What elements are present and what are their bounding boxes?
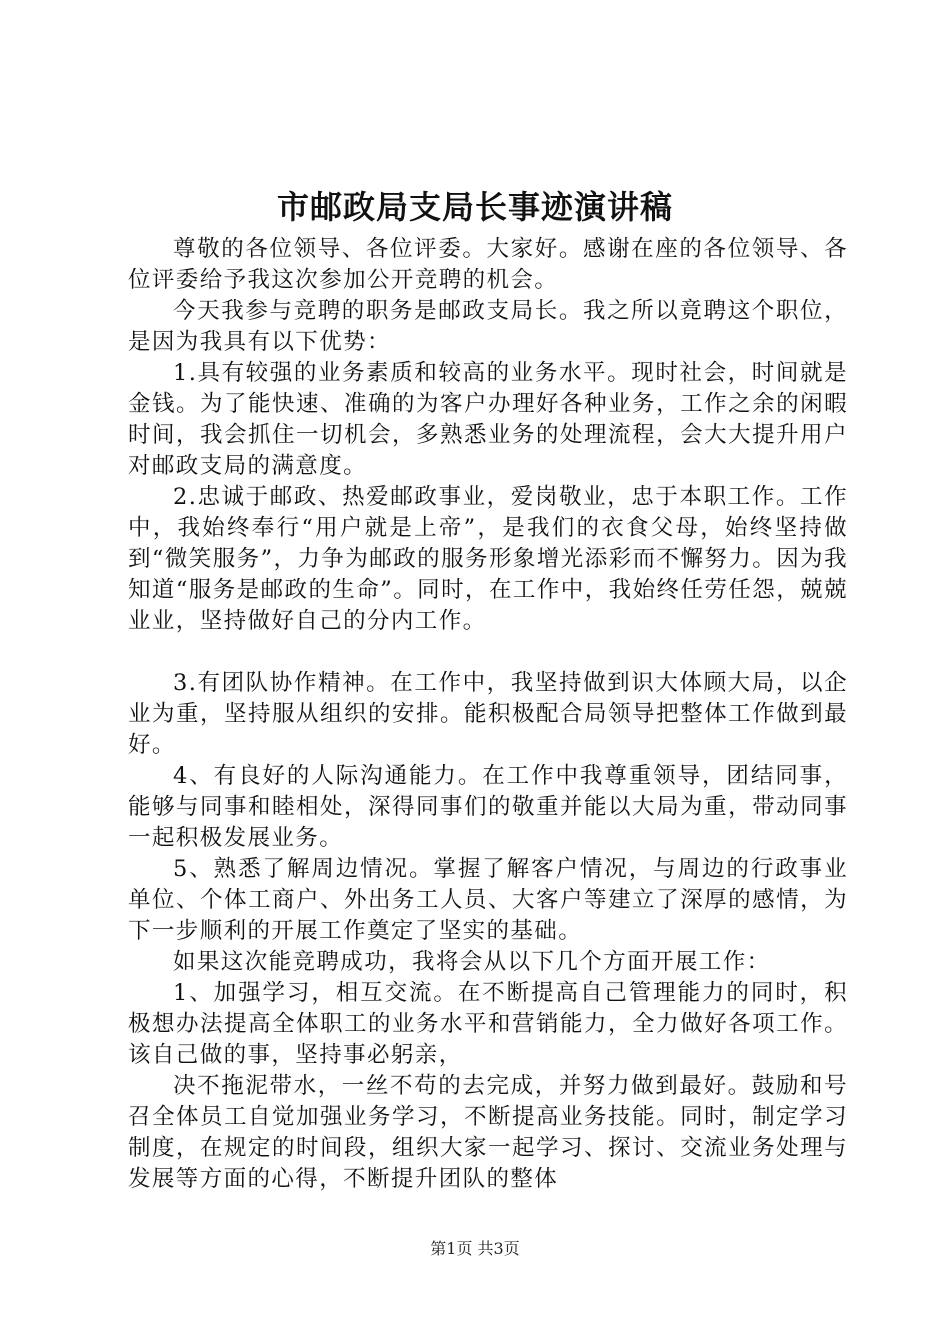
paragraph-advantage-5: 5、熟悉了解周边情况。掌握了解客户情况，与周边的行政事业单位、个体工商户、外出务工人员、大客户等建立了深厚的感情，为下一步顺利的开展工作奠定了坚实的基础。 [128,856,848,944]
paragraph-plan-1: 1、加强学习，相互交流。在不断提高自己管理能力的同时，积极想办法提高全体职工的业务水平和营销能力，全力做好各项工作。该自己做的事，坚持事必躬亲， [128,980,848,1068]
paragraph-position: 今天我参与竞聘的职务是邮政支局长。我之所以竟聘这个职位，是因为我具有以下优势： [128,298,848,355]
paragraph-greeting: 尊敬的各位领导、各位评委。大家好。感谢在座的各位领导、各位评委给予我这次参加公开竞聘的机会。 [128,236,848,293]
paragraph-advantage-4: 4、有良好的人际沟通能力。在工作中我尊重领导，团结同事，能够与同事和睦相处，深得同事们的敬重并能以大局为重，带动同事一起积极发展业务。 [128,763,848,851]
paragraph-advantage-3: 3.有团队协作精神。在工作中，我坚持做到识大体顾大局，以企业为重，坚持服从组织的安排。能积极配合局领导把整体工作做到最好。 [128,670,848,758]
paragraph-plan-intro: 如果这次能竞聘成功，我将会从以下几个方面开展工作： [173,949,771,975]
paragraph-plan-1-continued: 决不拖泥带水，一丝不苟的去完成，并努力做到最好。鼓励和号召全体员工自觉加强业务学习，不断提高业务技能。同时，制定学习制度，在规定的时间段，组织大家一起学习、探讨、交流业务处理与发展等方面的心得，不断提升团队的整体 [128,1073,848,1192]
page-number: 第1页 共3页 [430,1239,520,1258]
document-title: 市邮政局支局长事迹演讲稿 [276,188,673,226]
paragraph-advantage-1: 1.具有较强的业务素质和较高的业务水平。现时社会，时间就是金钱。为了能快速、准确的为客户办理好各种业务，工作之余的闲暇时间，我会抓住一切机会，多熟悉业务的处理流程，会大大提升用户对邮政支局的满意度。 [128,360,848,479]
document-body [128,234,848,1195]
paragraph-advantage-2: 2.忠诚于邮政、热爱邮政事业，爱岗敬业，忠于本职工作。工作中，我始终奉行“用户就是上帝”，是我们的衣食父母，始终坚持做到“微笑服务”，力争为邮政的服务形象增光添彩而不懈努力。因为我知道“服务是邮政的生命”。同时，在工作中，我始终任劳任怨，兢兢业业，坚持做好自己的分内工作。 [128,484,848,634]
